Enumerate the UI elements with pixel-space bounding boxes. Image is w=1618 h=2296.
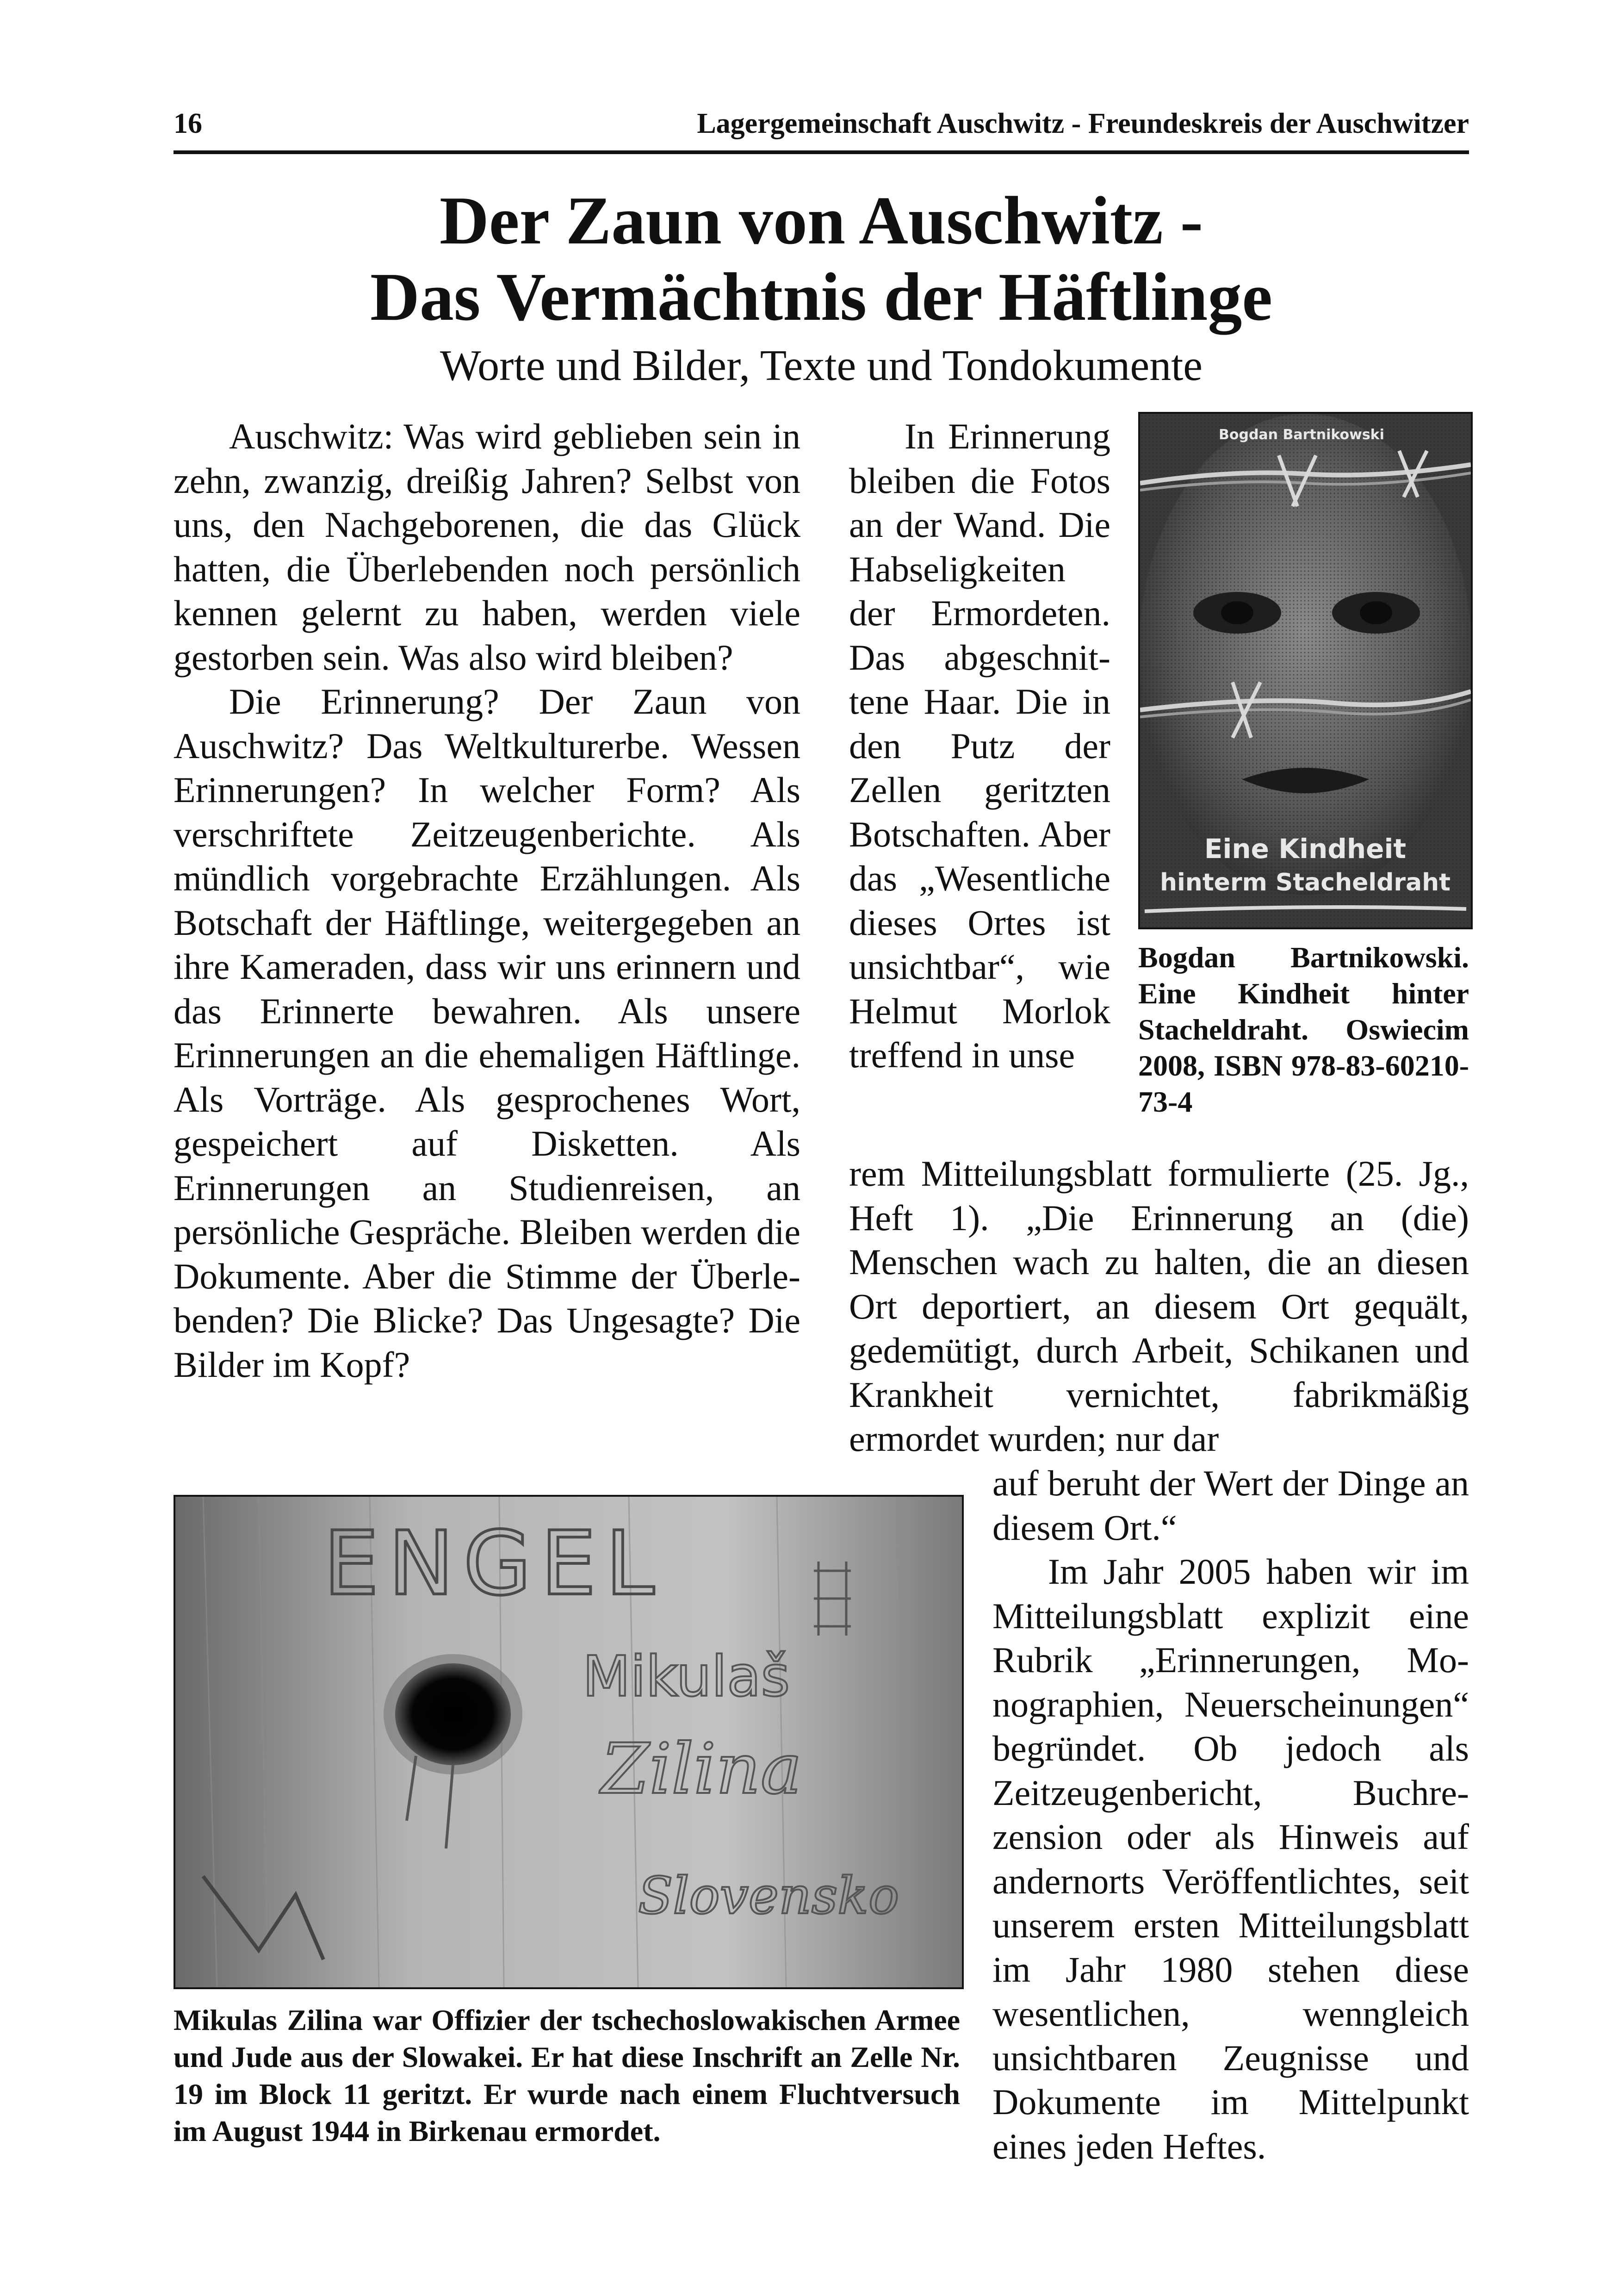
paragraph-3-continued: rem Mitteilungsblatt formulierte (25. Jg., Heft 1). „Die Erinnerung an (die) Menschen wach zu halten, die an diesen Ort deportiert, an diesem Ort gequält, gedemütigt, durch Arbeit, Schikanen und Krankheit vernichtet, fabrikmäßig ermordet wurden; nur dar: [849, 1153, 1469, 1459]
title-line-1: Der Zaun von Auschwitz -: [439, 183, 1203, 259]
wide-column: [849, 1151, 1469, 1461]
paragraph-2: Die Erinnerung? Der Zaun von Auschwitz? Das Weltkulturerbe. Wessen Erinnerungen? In welcher Form? Als verschriftete Zeitzeugenberichte. Als mündlich vorgebrachte Erzählungen. Als Botschaft der Häftlinge, weitergegeben an ihre Kameraden, dass wir uns erinnern und das Erinnerte bewahren. Als unsere Erinnerungen an die ehemaligen Häftlinge. Als Vorträge. Als gesprochenes Wort, gespeichert auf Disketten. Als Erinnerungen an Studienreisen, an persönliche Gespräche. Bleiben werden die Dokumente. Aber die Stimme der Überlebenden? Die Blicke? Das Ungesagte? Die Bilder im Kopf?: [174, 681, 800, 1385]
publication-title: Lagergemeinschaft Auschwitz - Freundeskreis der Auschwitzer: [697, 108, 1469, 139]
inscription-country: Slovensko: [638, 1866, 899, 1925]
inscription-photo-graphic: [175, 1497, 962, 1987]
inscription-city: Zilina: [601, 1729, 802, 1810]
middle-column: [849, 414, 1110, 1077]
page-header: [174, 95, 1469, 154]
cover-title-line-2: hinterm Stacheldraht: [1159, 869, 1451, 896]
cover-title-line-1: Eine Kindheit: [1204, 833, 1407, 865]
book-cover-graphic: [1140, 414, 1471, 927]
left-column: [174, 414, 800, 1387]
article-subtitle: Worte und Bilder, Texte und Tondokumente: [440, 342, 1203, 390]
cell-inscription-photo: [174, 1495, 964, 1989]
cover-author: Bogdan Bartnikowski: [1219, 427, 1384, 443]
inscription-name: Mikulaš: [583, 1645, 790, 1709]
paragraph-3-start: In Erinnerung bleiben die Fotos an der Wand. Die Habseligkeiten der Ermordeten. Das abgeschnittene Haar. Die in den Putz der Zellen geritzten Botschaften. Aber das „Wesentliche dieses Ortes ist unsichtbar“, wie Helmut Morlok treffend in unse: [849, 416, 1110, 1075]
page-number: 16: [174, 108, 202, 139]
paragraph-3-end: auf beruht der Wert der Dinge an diesem Ort.“: [992, 1463, 1469, 1548]
paragraph-4: Im Jahr 2005 haben wir im Mitteilungsblatt explizit eine Rubrik „Erinnerungen, Monographien, Neuerscheinungen“ begründet. Ob jedoch als Zeitzeugenbericht, Buchrezension oder als Hinweis auf andernorts Veröffentlichtes, seit unserem ersten Mitteilungsblatt im Jahr 1980 stehen diese wesentlichen, wenngleich unsichtbaren Zeugnisse und Dokumente im Mittelpunkt eines jeden Heftes.: [992, 1551, 1469, 2166]
book-cover-image: [1138, 412, 1473, 929]
title-line-2: Das Vermächtnis der Häftlinge: [370, 259, 1272, 335]
book-caption: Bogdan Bartnikowski. Eine Kindheit hinter Stacheldraht. Oswiecim 2008, ISBN 978-83-60210-73-4: [1138, 941, 1469, 1118]
bottom-right-column: [992, 1461, 1469, 2168]
paragraph-1: Auschwitz: Was wird geblieben sein in zehn, zwanzig, dreißig Jahren? Selbst von uns, den Nachgeborenen, die das Glück hatten, die Überlebenden noch persönlich kennen gelernt zu haben, werden viele gestorben sein. Was also wird bleiben?: [174, 416, 800, 678]
article-title: [174, 183, 1469, 336]
inscription-engel: ENGEL: [323, 1512, 664, 1615]
photo-caption: Mikulas Zilina war Offizier der tschechoslowakischen Armee und Jude aus der Slowakei. Er hat diese Inschrift an Zelle Nr. 19 im Block 11 geritzt. Er wurde nach einem Fluchtversuch im August 1944 in Birkenau ermordet.: [174, 2004, 960, 2147]
